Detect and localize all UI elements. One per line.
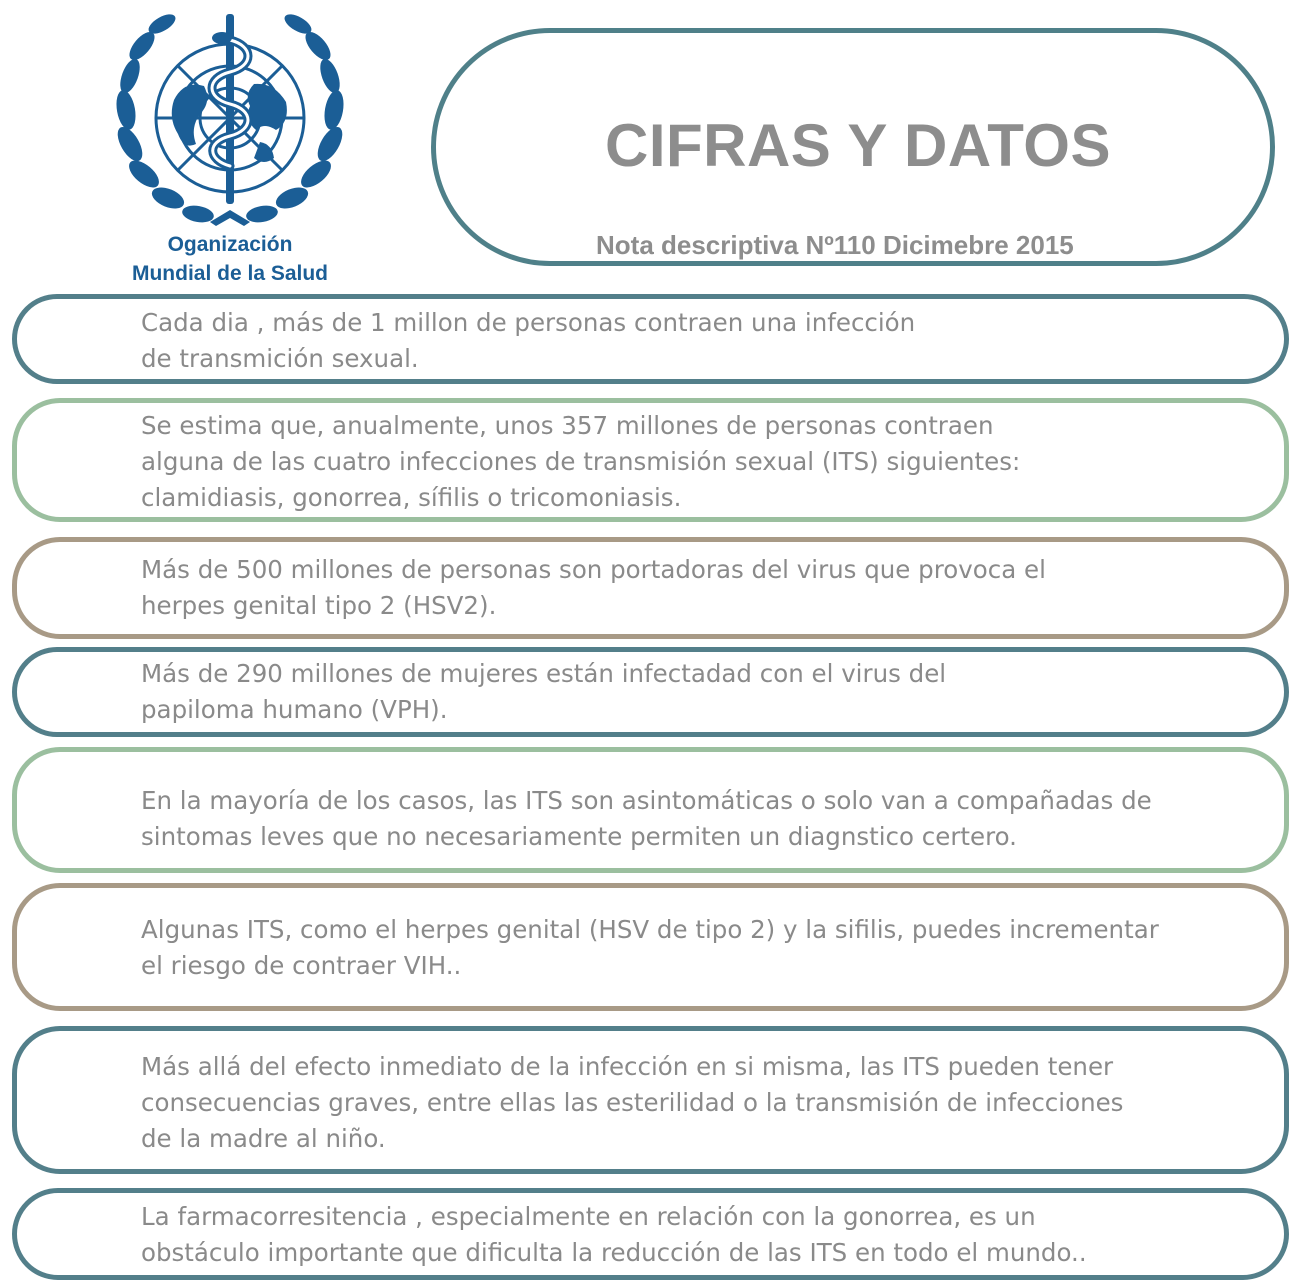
page-title: CIFRAS Y DATOS	[605, 112, 1111, 179]
fact-text-6: Algunas ITS, como el herpes genital (HSV de tipo 2) y la sifilis, puedes incrementar el riesgo de contraer VIH..	[141, 915, 1159, 980]
who-emblem-icon	[104, 10, 356, 228]
organization-name-line1: Oganización	[167, 233, 293, 256]
fact-box-1	[12, 294, 1289, 384]
fact-box-3	[12, 537, 1289, 639]
fact-text-2: Se estima que, anualmente, unos 357 millones de personas contraen alguna de las cuatro infecciones de transmisión sexual (ITS) siguientes: clamidiasis, gonorrea, sífilis o tricomoniasis.	[141, 411, 1021, 512]
fact-text-5: En la mayoría de los casos, las ITS son asintomáticas o solo van a compañadas de sintomas leves que no necesariamente permiten un diagnstico certero.	[141, 786, 1152, 851]
who-logo	[100, 10, 360, 290]
header-banner	[431, 28, 1275, 266]
fact-text-4: Más de 290 millones de mujeres están infectadad con el virus del papiloma humano (VPH).	[141, 659, 947, 724]
organization-name	[100, 230, 360, 288]
fact-box-7	[12, 1026, 1289, 1174]
fact-text-7: Más allá del efecto inmediato de la infección en si misma, las ITS pueden tener consecuencias graves, entre ellas las esterilidad o la transmisión de infecciones de la madre al niño.	[141, 1052, 1124, 1153]
fact-box-5	[12, 747, 1289, 873]
fact-box-2	[12, 398, 1289, 522]
fact-text-1: Cada dia , más de 1 millon de personas contraen una infección de transmición sexual.	[141, 308, 916, 373]
organization-name-line2: Mundial de la Salud	[131, 262, 329, 285]
fact-text-8: La farmacorresitencia , especialmente en relación con la gonorrea, es un obstáculo importante que dificulta la reducción de las ITS en todo el mundo..	[141, 1202, 1087, 1267]
page-subtitle: Nota descriptiva Nº110 Dicimebre 2015	[596, 230, 1074, 260]
fact-box-4	[12, 647, 1289, 737]
fact-text-3: Más de 500 millones de personas son portadoras del virus que provoca el herpes genital tipo 2 (HSV2).	[141, 555, 1046, 620]
fact-box-8	[12, 1188, 1289, 1280]
fact-box-6	[12, 883, 1289, 1011]
